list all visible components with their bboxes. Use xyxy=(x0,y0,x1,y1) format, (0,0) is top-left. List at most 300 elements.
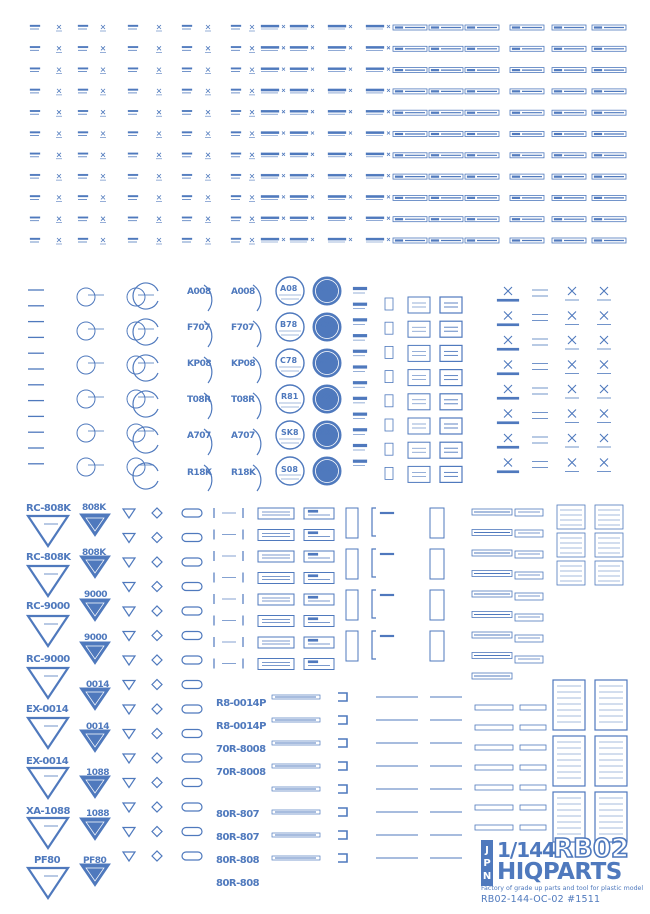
stencil-mark xyxy=(182,238,192,240)
sensor-circle xyxy=(77,322,95,340)
circle-label: F707 xyxy=(187,323,210,333)
x-mark-icon xyxy=(250,46,254,50)
caution-plate-fill xyxy=(395,176,403,178)
caution-text-bar xyxy=(290,110,308,112)
diamond-mark xyxy=(152,655,162,665)
bracket-mark xyxy=(385,467,393,479)
caution-plate-fill xyxy=(395,197,403,199)
caution-plate-fill xyxy=(512,69,520,71)
caution-plate-fill xyxy=(467,48,475,50)
vertical-bracket xyxy=(372,508,376,536)
x-mark-icon xyxy=(250,217,254,221)
caution-plate-fill xyxy=(554,218,562,220)
x-mark-icon xyxy=(600,336,608,344)
caution-text-bar xyxy=(261,110,279,112)
x-mark-icon xyxy=(349,132,352,135)
x-mark-icon xyxy=(206,195,210,199)
small-triangle xyxy=(123,803,135,812)
x-mark-icon xyxy=(349,195,352,198)
stencil-mark xyxy=(78,68,88,70)
caution-plate-fill xyxy=(467,112,475,114)
sensor-circle xyxy=(127,390,145,408)
bracket-mark xyxy=(385,346,393,358)
x-mark-icon xyxy=(349,25,352,28)
caution-text-bar xyxy=(290,238,308,240)
x-mark-icon xyxy=(206,68,210,72)
stencil-bar xyxy=(353,303,367,306)
caution-text-bar xyxy=(328,217,346,219)
x-mark-icon xyxy=(600,312,608,320)
middle-label: 80R-808 xyxy=(216,878,260,889)
stencil-mark xyxy=(30,153,40,155)
caution-frame xyxy=(258,530,294,541)
x-mark-icon xyxy=(282,46,285,49)
warning-triangle xyxy=(28,718,68,748)
x-mark-icon xyxy=(387,174,390,177)
caution-text-bar xyxy=(366,238,384,240)
x-mark-icon xyxy=(600,459,608,467)
diamond-mark xyxy=(152,631,162,641)
x-mark-icon xyxy=(282,89,285,92)
diamond-mark xyxy=(152,533,162,543)
x-mark-icon xyxy=(387,132,390,135)
x-mark-icon xyxy=(206,132,210,136)
caution-text-bar xyxy=(290,195,308,197)
caution-text-bar xyxy=(290,132,308,134)
stencil-bar xyxy=(497,348,519,351)
x-mark-icon xyxy=(157,217,161,221)
caution-plate-fill xyxy=(594,197,602,199)
x-mark-icon xyxy=(349,238,352,241)
rounded-plate xyxy=(182,656,202,664)
caution-strip xyxy=(515,593,543,600)
caution-plate-fill xyxy=(554,154,562,156)
x-mark-icon xyxy=(311,174,314,177)
filled-triangle xyxy=(80,776,110,798)
x-mark-icon xyxy=(387,68,390,71)
x-mark-icon xyxy=(282,68,285,71)
stencil-mark xyxy=(182,68,192,70)
x-mark-icon xyxy=(157,89,161,93)
x-mark-icon xyxy=(206,238,210,242)
stencil-bar xyxy=(497,397,519,400)
caution-plate-fill xyxy=(467,27,475,29)
stencil-mark xyxy=(231,110,241,112)
x-mark-icon xyxy=(600,287,608,295)
stencil-bar xyxy=(380,512,394,514)
caution-plate-fill xyxy=(395,133,403,135)
instruction-panel xyxy=(595,736,627,786)
x-mark-icon xyxy=(282,153,285,156)
triangle-label: XA-1088 xyxy=(26,806,70,817)
caution-plate-fill xyxy=(395,154,403,156)
seal-label: C78 xyxy=(280,356,298,365)
x-mark-icon xyxy=(101,217,105,221)
middle-label: R8-0014P xyxy=(216,721,266,732)
stencil-mark xyxy=(182,217,192,219)
middle-label: 80R-807 xyxy=(216,832,260,843)
x-mark-icon xyxy=(250,132,254,136)
rounded-plate xyxy=(182,681,202,689)
caution-text-bar xyxy=(261,195,279,197)
x-mark-icon xyxy=(250,153,254,157)
label-arc xyxy=(253,321,261,347)
caution-frame xyxy=(258,637,294,648)
rounded-plate xyxy=(182,779,202,787)
caution-plate-fill xyxy=(431,112,439,114)
caution-plate-fill xyxy=(431,90,439,92)
small-triangle xyxy=(123,730,135,739)
x-mark-icon xyxy=(57,68,61,72)
open-circle xyxy=(133,391,158,417)
x-mark-icon xyxy=(349,217,352,220)
caution-frame xyxy=(258,508,294,519)
jpn-letter: N xyxy=(482,870,492,882)
caution-plate-fill xyxy=(594,176,602,178)
x-mark-icon xyxy=(387,25,390,28)
c-bracket xyxy=(338,739,347,747)
data-plate xyxy=(408,466,430,482)
caution-text-bar xyxy=(328,132,346,134)
sensor-circle xyxy=(77,356,95,374)
x-mark-icon xyxy=(504,336,512,344)
caution-text-bar xyxy=(290,25,308,27)
x-mark-icon xyxy=(57,89,61,93)
data-plate-bold xyxy=(440,345,462,361)
x-mark-icon xyxy=(206,217,210,221)
x-mark-icon xyxy=(101,89,105,93)
caution-strip xyxy=(515,656,543,663)
diamond-mark xyxy=(152,557,162,567)
x-mark-icon xyxy=(101,132,105,136)
warning-triangle xyxy=(28,868,68,898)
triangle-label: RC-9000 xyxy=(26,654,70,665)
stencil-mark xyxy=(128,68,138,70)
caution-plate-fill xyxy=(554,27,562,29)
sensor-circle xyxy=(127,424,145,442)
caution-plate-fill xyxy=(554,48,562,50)
x-mark-icon xyxy=(387,153,390,156)
brand-name: HIQPARTS xyxy=(497,859,622,885)
x-mark-icon xyxy=(349,89,352,92)
caution-text-bar xyxy=(366,153,384,155)
caution-plate-fill xyxy=(554,112,562,114)
caution-plate-fill xyxy=(594,112,602,114)
caution-plate-fill xyxy=(431,240,439,242)
seal-label: A08 xyxy=(280,284,298,293)
warning-triangle xyxy=(28,566,68,596)
stencil-bar xyxy=(353,287,367,290)
vertical-bracket xyxy=(372,549,376,577)
small-triangle xyxy=(123,558,135,567)
caution-plate-fill xyxy=(554,197,562,199)
c-bracket xyxy=(338,762,347,770)
caution-text-bar xyxy=(290,68,308,70)
circle-label: T08R xyxy=(187,395,211,405)
sensor-circle xyxy=(77,424,95,442)
caution-text-bar xyxy=(366,46,384,48)
small-triangle xyxy=(123,681,135,690)
caution-text-bar xyxy=(328,153,346,155)
caution-plate-fill xyxy=(467,197,475,199)
caution-plate-fill xyxy=(395,218,403,220)
small-triangle xyxy=(123,509,135,518)
triangle-label-2: 0014 xyxy=(86,722,110,732)
x-mark-icon xyxy=(311,195,314,198)
stencil-mark xyxy=(182,25,192,27)
stencil-mark xyxy=(128,132,138,134)
x-mark-icon xyxy=(157,153,161,157)
rounded-plate xyxy=(182,509,202,517)
stencil-bar xyxy=(380,553,394,555)
caution-plate-fill xyxy=(594,240,602,242)
x-mark-icon xyxy=(282,132,285,135)
caution-plate-fill xyxy=(512,48,520,50)
caution-text-bar xyxy=(261,46,279,48)
stencil-mark xyxy=(182,132,192,134)
small-triangle xyxy=(123,754,135,763)
warning-triangle xyxy=(28,768,68,798)
stencil-mark xyxy=(128,195,138,197)
x-mark-icon xyxy=(349,68,352,71)
stencil-mark xyxy=(78,132,88,134)
caution-plate-fill xyxy=(554,240,562,242)
stencil-mark xyxy=(78,89,88,91)
rounded-plate xyxy=(182,583,202,591)
caution-strip xyxy=(475,805,513,810)
caution-strip xyxy=(515,614,543,621)
stencil-bar xyxy=(353,350,367,353)
caution-plate-fill xyxy=(431,197,439,199)
caution-plate-fill xyxy=(431,48,439,50)
stencil-mark xyxy=(30,174,40,176)
triangle-label-2: 808K xyxy=(82,548,106,558)
instruction-panel xyxy=(553,680,585,730)
stencil-bar xyxy=(380,635,394,637)
circle-label-plain: A707 xyxy=(231,431,255,441)
caution-plate-fill xyxy=(467,176,475,178)
stencil-mark xyxy=(231,25,241,27)
stencil-mark xyxy=(128,46,138,48)
small-triangle xyxy=(123,852,135,861)
caution-text-bar xyxy=(366,68,384,70)
bracket-mark xyxy=(385,371,393,383)
x-mark-icon xyxy=(311,217,314,220)
x-mark-icon xyxy=(504,287,512,295)
vertical-bracket xyxy=(346,508,358,538)
caution-plate-fill xyxy=(467,154,475,156)
x-mark-icon xyxy=(57,46,61,50)
caution-plate-fill xyxy=(594,154,602,156)
data-plate-bold xyxy=(440,394,462,410)
data-plate xyxy=(408,442,430,458)
catalog-number: RB02-144-OC-02 #1511 xyxy=(481,894,601,905)
sensor-circle xyxy=(127,288,145,306)
data-plate-bold xyxy=(440,418,462,434)
caution-strip xyxy=(520,705,546,710)
stencil-mark xyxy=(30,110,40,112)
caution-frame-fill xyxy=(308,618,318,621)
x-mark-icon xyxy=(387,89,390,92)
rounded-plate xyxy=(182,828,202,836)
x-mark-icon xyxy=(282,238,285,241)
middle-label: 70R-8008 xyxy=(216,767,266,778)
diamond-mark xyxy=(152,680,162,690)
stencil-mark xyxy=(30,89,40,91)
caution-plate-fill xyxy=(395,240,403,242)
stencil-mark xyxy=(128,89,138,91)
diamond-mark xyxy=(152,606,162,616)
circle-label: A008 xyxy=(187,287,211,297)
caution-plate-fill xyxy=(395,112,403,114)
stencil-mark xyxy=(231,89,241,91)
filled-triangle xyxy=(80,818,110,840)
stencil-mark xyxy=(128,217,138,219)
x-mark-icon xyxy=(157,25,161,29)
caution-text-bar xyxy=(328,238,346,240)
stencil-mark xyxy=(231,174,241,176)
stencil-mark xyxy=(231,217,241,219)
circle-label: R18K xyxy=(187,468,212,478)
rounded-plate xyxy=(182,730,202,738)
x-mark-icon xyxy=(101,153,105,157)
x-mark-icon xyxy=(57,132,61,136)
rounded-plate xyxy=(182,705,202,713)
caution-plate-fill xyxy=(431,133,439,135)
caution-plate-fill xyxy=(512,176,520,178)
filled-triangle xyxy=(80,688,110,710)
data-plate xyxy=(408,370,430,386)
caution-text-bar xyxy=(366,132,384,134)
stencil-mark xyxy=(231,46,241,48)
stencil-mark xyxy=(78,238,88,240)
rounded-plate xyxy=(182,607,202,615)
data-plate-bold xyxy=(440,297,462,313)
vertical-bracket xyxy=(430,508,444,538)
x-mark-icon xyxy=(250,89,254,93)
caution-strip xyxy=(520,765,546,770)
warning-triangle xyxy=(28,668,68,698)
text-panel xyxy=(595,505,623,529)
instruction-panel xyxy=(595,680,627,730)
x-mark-icon xyxy=(311,25,314,28)
c-bracket xyxy=(338,716,347,724)
sensor-circle xyxy=(77,458,95,476)
diamond-mark xyxy=(152,753,162,763)
caution-text-bar xyxy=(261,25,279,27)
x-mark-icon xyxy=(101,110,105,114)
caution-plate-fill xyxy=(467,240,475,242)
x-mark-icon xyxy=(311,68,314,71)
scale-label: 1/144 xyxy=(497,838,555,862)
stencil-bar xyxy=(353,444,367,447)
caution-plate-fill xyxy=(395,90,403,92)
x-mark-icon xyxy=(101,174,105,178)
stencil-bar xyxy=(497,299,519,302)
triangle-label-2: 0014 xyxy=(86,680,110,690)
x-mark-icon xyxy=(600,361,608,369)
caution-plate-fill xyxy=(594,90,602,92)
triangle-label-2: 1088 xyxy=(86,809,110,819)
warning-triangle xyxy=(28,818,68,848)
caution-text-bar xyxy=(328,68,346,70)
caution-strip xyxy=(515,551,543,558)
caution-plate-fill xyxy=(431,27,439,29)
caution-plate-fill xyxy=(467,218,475,220)
caution-plate-fill xyxy=(512,218,520,220)
caution-frame-fill xyxy=(308,510,318,513)
x-mark-icon xyxy=(250,238,254,242)
caution-plate-fill xyxy=(467,69,475,71)
caution-strip xyxy=(475,825,513,830)
diamond-mark xyxy=(152,508,162,518)
caution-plate-fill xyxy=(431,218,439,220)
x-mark-icon xyxy=(101,68,105,72)
x-mark-icon xyxy=(349,153,352,156)
vertical-bracket xyxy=(430,590,444,620)
stencil-bar xyxy=(353,428,367,431)
stencil-mark xyxy=(231,132,241,134)
caution-frame xyxy=(304,594,334,605)
stencil-mark xyxy=(128,238,138,240)
stencil-bar xyxy=(380,594,394,596)
caution-strip xyxy=(475,745,513,750)
triangle-label-2: 808K xyxy=(82,503,106,513)
vertical-bracket xyxy=(372,590,376,618)
text-panel xyxy=(557,505,585,529)
x-mark-icon xyxy=(311,238,314,241)
x-mark-icon xyxy=(157,68,161,72)
caution-text-bar xyxy=(366,217,384,219)
circle-label-plain: T08R xyxy=(231,395,255,405)
stencil-mark xyxy=(182,174,192,176)
caution-text-bar xyxy=(366,25,384,27)
stencil-mark xyxy=(30,46,40,48)
x-mark-icon xyxy=(282,174,285,177)
caution-frame xyxy=(258,659,294,670)
x-mark-icon xyxy=(504,361,512,369)
x-mark-icon xyxy=(504,410,512,418)
stencil-bar xyxy=(353,381,367,384)
caution-text-bar xyxy=(328,195,346,197)
circle-label: KP08 xyxy=(187,359,212,369)
jpn-badge xyxy=(481,840,493,886)
text-panel xyxy=(557,561,585,585)
open-circle xyxy=(133,355,158,381)
stencil-mark xyxy=(30,132,40,134)
caution-strip xyxy=(475,705,513,710)
stencil-mark xyxy=(78,174,88,176)
x-mark-icon xyxy=(101,195,105,199)
x-mark-icon xyxy=(568,336,576,344)
circle-label: A707 xyxy=(187,431,211,441)
middle-label: R8-0014P xyxy=(216,698,266,709)
caution-plate-fill xyxy=(512,27,520,29)
vertical-bracket xyxy=(346,590,358,620)
stencil-mark xyxy=(128,153,138,155)
c-bracket xyxy=(338,831,347,839)
vertical-bracket xyxy=(346,631,358,661)
caution-plate-fill xyxy=(395,27,403,29)
triangle-label: EX-0014 xyxy=(26,756,69,767)
x-mark-icon xyxy=(349,110,352,113)
filled-triangle xyxy=(80,514,110,536)
x-mark-icon xyxy=(57,110,61,114)
caution-text-bar xyxy=(261,238,279,240)
triangle-label-2: PF80 xyxy=(83,856,107,866)
seal-label-filled: A08 xyxy=(318,284,336,293)
x-mark-icon xyxy=(57,153,61,157)
